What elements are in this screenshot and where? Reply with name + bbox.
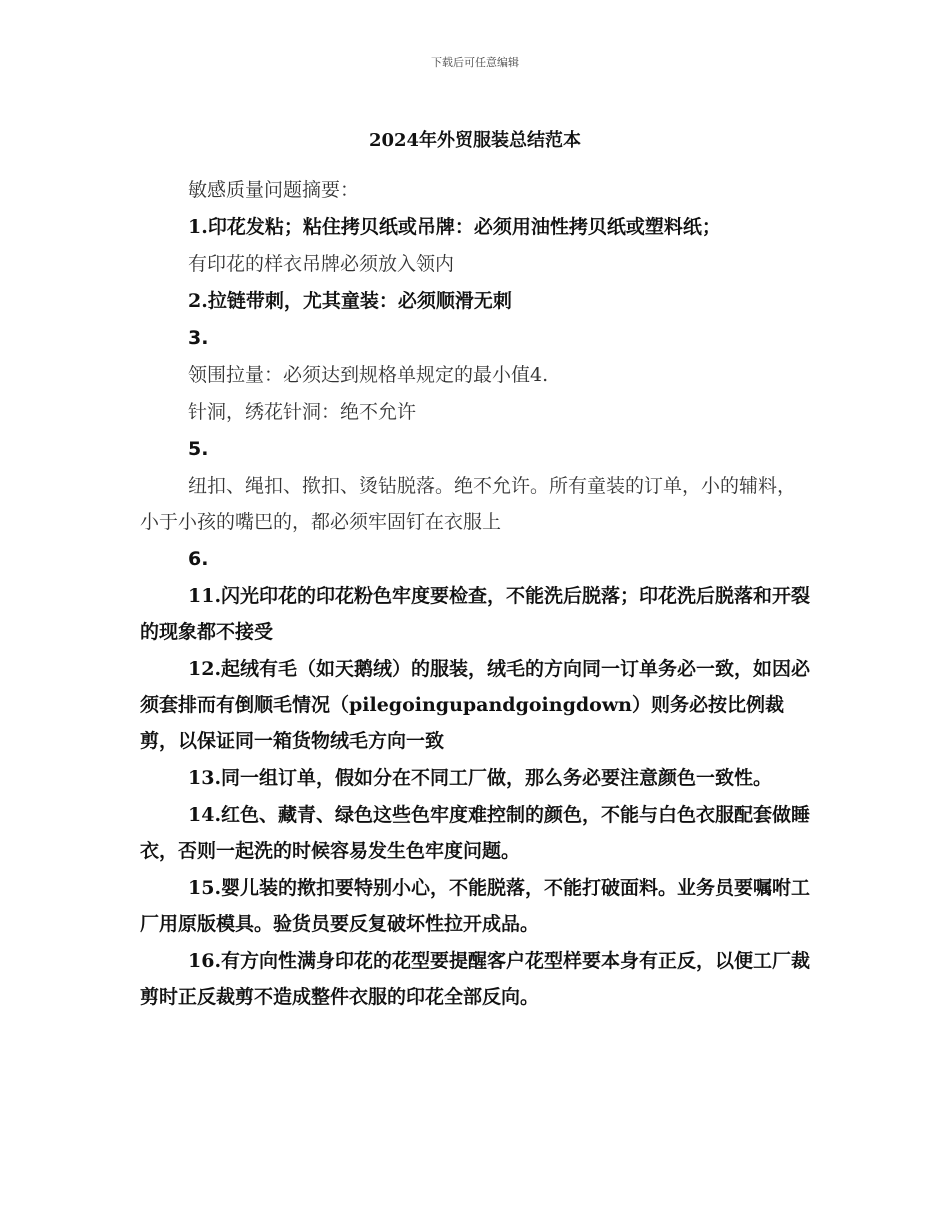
- page-header: 下载后可任意编辑: [431, 56, 519, 69]
- paragraph-item-3-number: 3.: [188, 327, 209, 349]
- paragraph-item-1-note: 有印花的样衣吊牌必须放入领内: [188, 253, 455, 275]
- paragraph-item-14: 14.红色、藏青、绿色这些色牢度难控制的颜色，不能与白色衣服配套做睡衣，否则一起洗的时候容易发生色牢度问题。: [140, 804, 811, 862]
- paragraph-item-12: 12.起绒有毛（如天鹅绒）的服装，绒毛的方向同一订单务必一致，如因必须套排而有倒顺毛情况（pilegoingupandgoingdown）则务必按比例裁剪，以保证同一箱货物绒毛方向一致: [140, 658, 811, 752]
- paragraph-item-3: 领围拉量：必须达到规格单规定的最小值4.: [188, 364, 549, 386]
- paragraph-item-2: 2.拉链带刺，尤其童装：必须顺滑无刺: [188, 290, 512, 312]
- paragraph-item-1: 1.印花发粘；粘住拷贝纸或吊牌：必须用油性拷贝纸或塑料纸；: [188, 216, 721, 238]
- paragraph-item-5-number: 5.: [188, 438, 209, 460]
- document-title: 2024年外贸服装总结范本: [368, 130, 582, 151]
- paragraph-item-16: 16.有方向性满身印花的花型要提醒客户花型样要本身有正反，以便工厂裁剪时正反裁剪不造成整件衣服的印花全部反向。: [140, 950, 811, 1008]
- paragraph-item-6-number: 6.: [188, 548, 209, 570]
- document-body: [140, 172, 812, 1016]
- paragraph-item-11: 11.闪光印花的印花粉色牢度要检查，不能洗后脱落；印花洗后脱落和开裂的现象都不接受: [140, 585, 811, 643]
- paragraph-summary-heading: 敏感质量问题摘要：: [188, 179, 360, 201]
- paragraph-item-4: 针洞，绣花针洞：绝不允许: [188, 401, 417, 423]
- paragraph-item-15: 15.婴儿装的揿扣要特别小心，不能脱落，不能打破面料。业务员要嘱咐工厂用原版模具。验货员要反复破坏性拉开成品。: [140, 877, 811, 935]
- paragraph-item-13: 13.同一组订单，假如分在不同工厂做，那么务必要注意颜色一致性。: [188, 767, 773, 789]
- paragraph-item-5: 纽扣、绳扣、揿扣、烫钻脱落。绝不允许。所有童装的订单，小的辅料，小于小孩的嘴巴的，都必须牢固钉在衣服上: [140, 475, 797, 533]
